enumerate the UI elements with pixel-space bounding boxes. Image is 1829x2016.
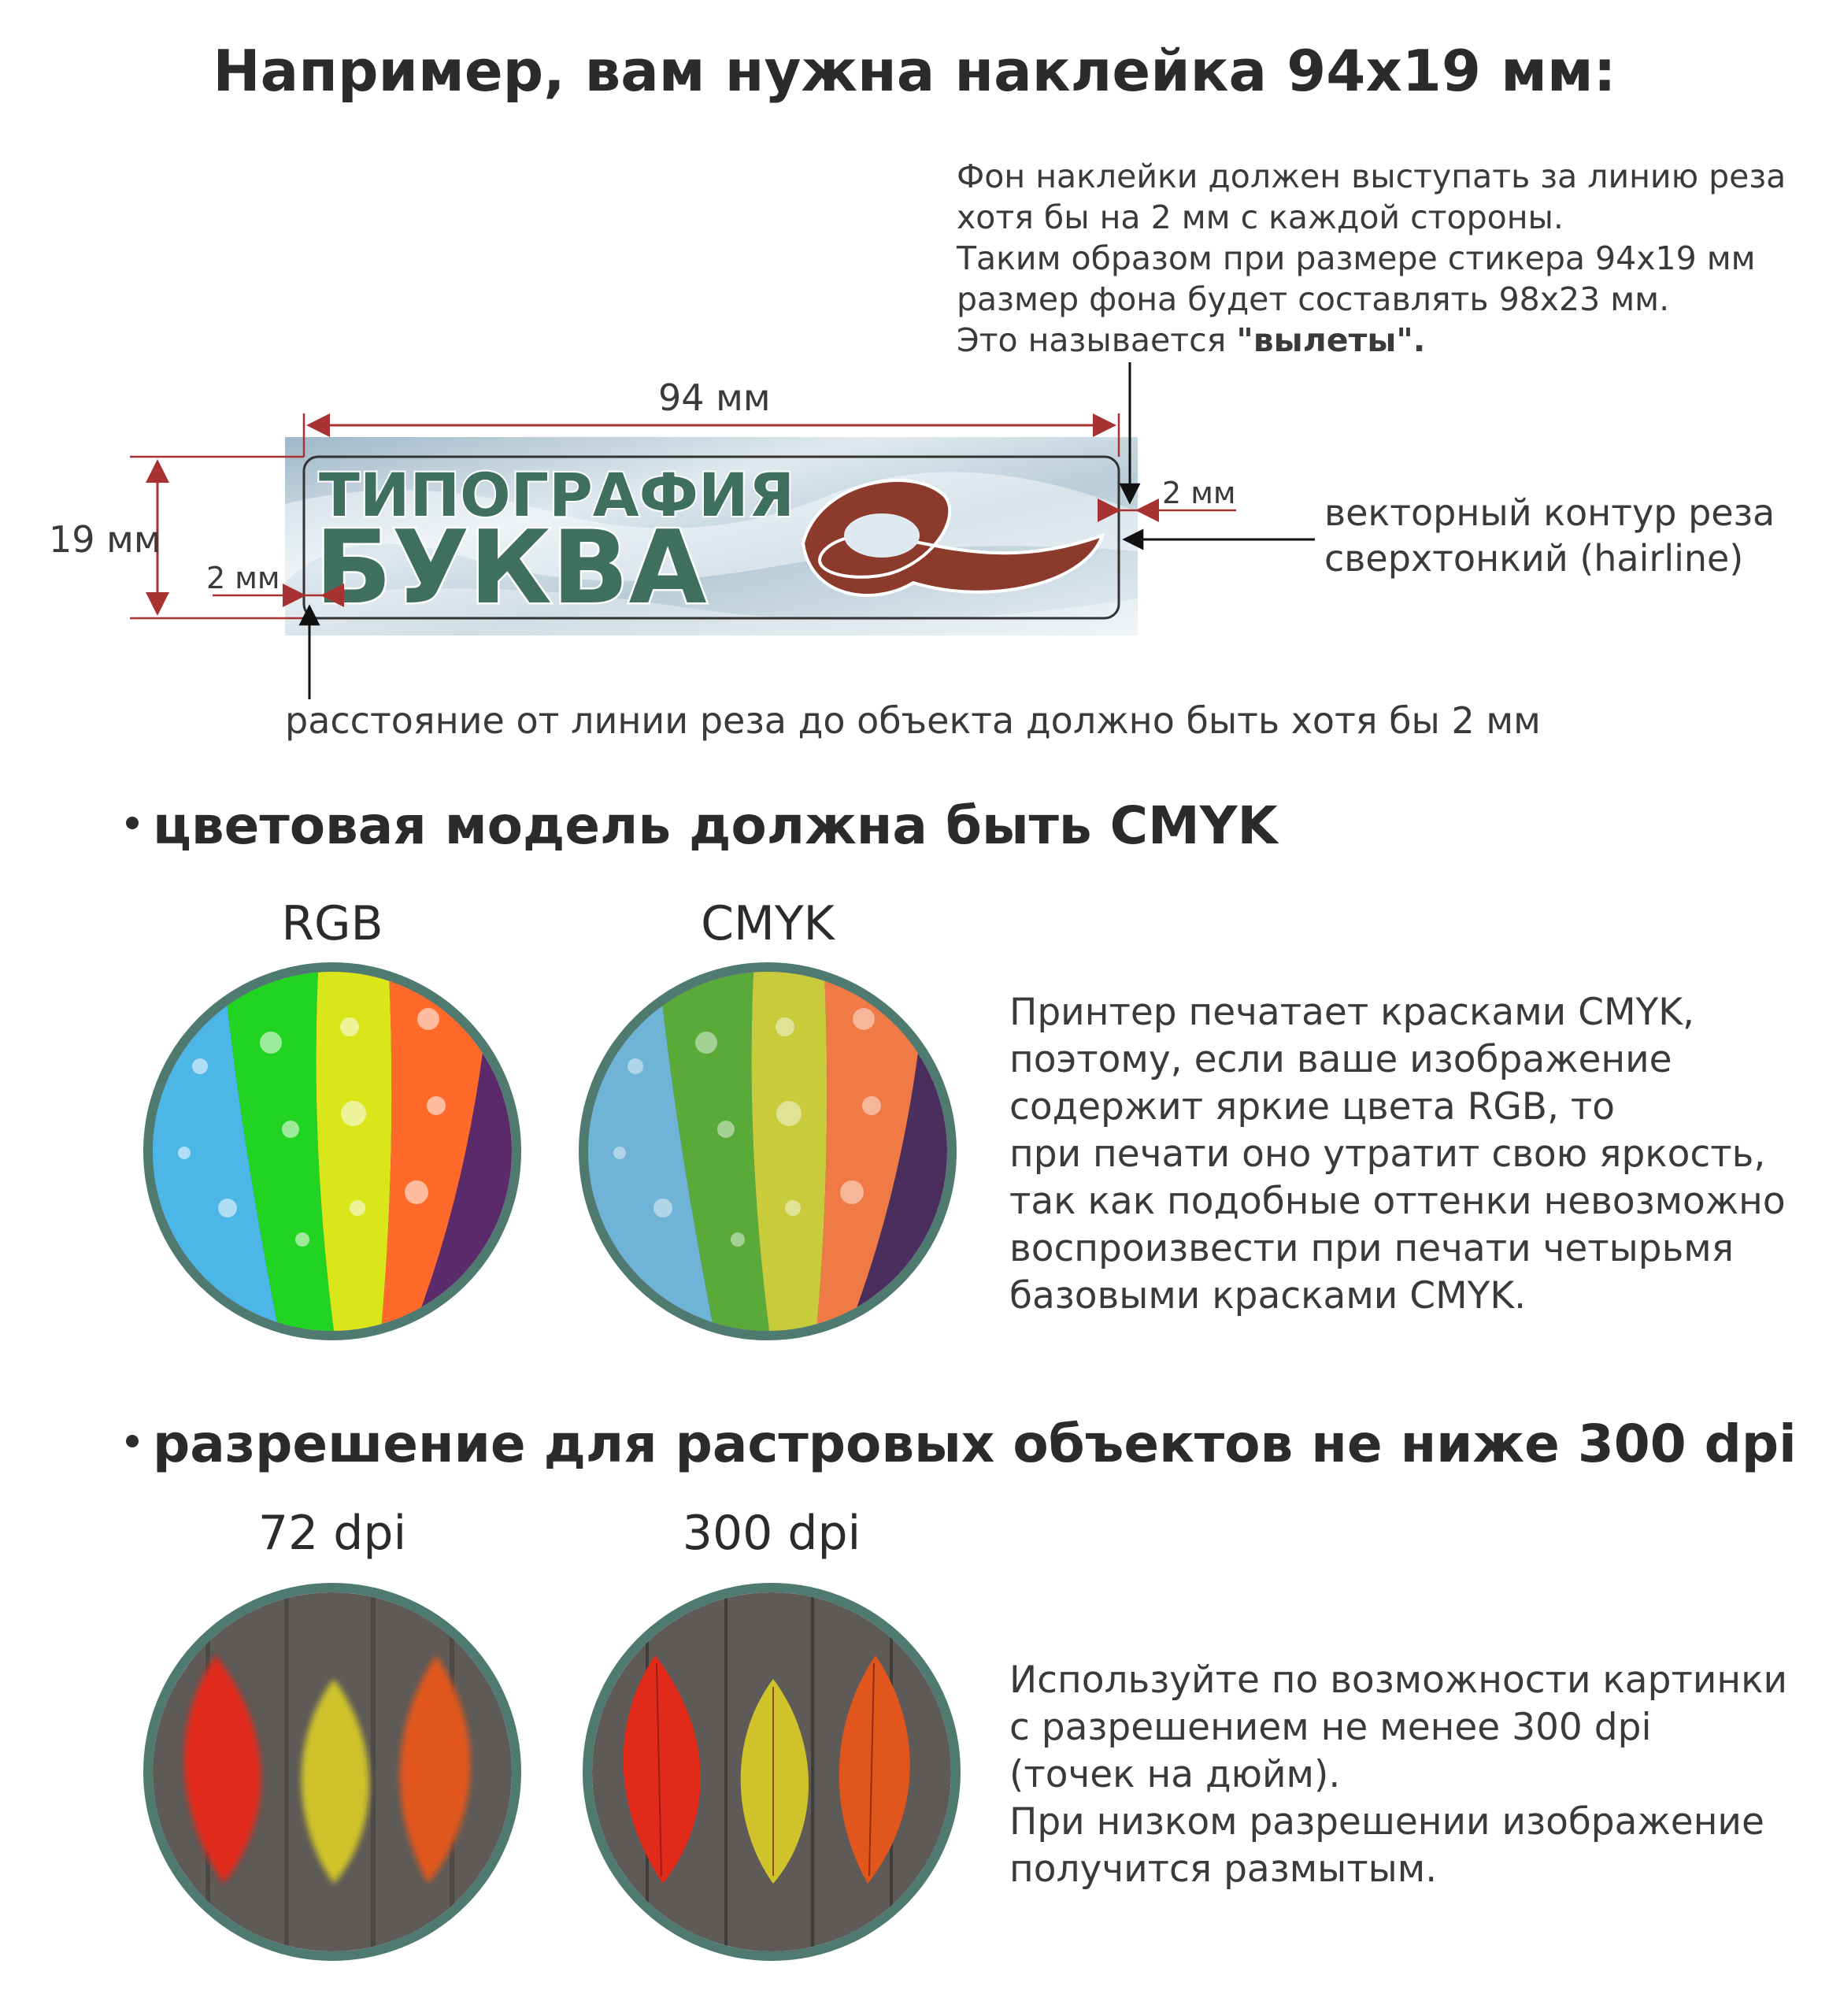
dpi-paragraph [1009, 1657, 1787, 1893]
dpi-heading-text: разрешение для растровых объектов не ниже 300 dpi [153, 1414, 1797, 1474]
paragraph-line: получится размытым. [1009, 1847, 1438, 1891]
safe-zone-note: расстояние от линии реза до объекта должно быть хотя бы 2 мм [285, 699, 1541, 742]
rgb-caption: RGB [281, 896, 383, 951]
bleed-note-line: Таким образом при размере стикера 94х19 мм [957, 239, 1756, 277]
bleed-note-line: хотя бы на 2 мм с каждой стороны. [957, 198, 1564, 236]
paragraph-line: так как подобные оттенки невозможно [1009, 1180, 1786, 1223]
height-label: 19 мм [49, 518, 161, 561]
cmyk-paragraph [1009, 989, 1786, 1320]
paragraph-line: поэтому, если ваше изображение [1009, 1038, 1672, 1081]
bullet-icon [126, 1435, 139, 1447]
bleed-note-line: размер фона будет составлять 98х23 мм. [957, 280, 1670, 318]
bleed-term: "вылеты". [1236, 321, 1426, 359]
cmyk-sample-image [579, 962, 957, 1340]
bleed-note-line: Фон наклейки должен выступать за линию реза [957, 158, 1786, 195]
cmyk-heading-text: цветовая модель должна быть CMYK [153, 795, 1278, 856]
paragraph-line: Принтер печатает красками CMYK, [1009, 991, 1694, 1034]
margin-right-label: 2 мм [1162, 476, 1236, 510]
paragraph-line: базовыми красками CMYK. [1009, 1274, 1527, 1317]
paragraph-line: содержит яркие цвета RGB, то [1009, 1085, 1616, 1128]
paragraph-line: При низком разрешении изображение [1009, 1800, 1764, 1844]
paragraph-line: при печати оно утратит свою яркость, [1009, 1132, 1766, 1176]
margin-left-label: 2 мм [206, 561, 280, 595]
dpi-heading [126, 1414, 1797, 1474]
page-title: Например, вам нужна наклейка 94х19 мм: [213, 38, 1616, 104]
paragraph-line: Используйте по возможности картинки [1009, 1658, 1788, 1702]
width-label: 94 мм [658, 376, 771, 419]
logo-top-text: ТИПОГРАФИЯ [319, 460, 795, 530]
low-dpi-caption: 72 dpi [257, 1506, 407, 1561]
paragraph-line: воспроизвести при печати четырьмя [1009, 1227, 1735, 1270]
paragraph-line: (точек на дюйм). [1009, 1753, 1341, 1796]
high-dpi-caption: 300 dpi [682, 1506, 861, 1561]
bleed-note-prefix: Это называется [957, 321, 1237, 359]
cmyk-caption: CMYK [701, 896, 835, 951]
low-dpi-sample-image [143, 1583, 521, 1961]
rgb-sample-image [143, 962, 521, 1340]
cmyk-heading [126, 795, 1278, 856]
high-dpi-sample-image [583, 1583, 961, 1961]
paragraph-line: с разрешением не менее 300 dpi [1009, 1706, 1652, 1749]
contour-note-line: векторный контур реза [1324, 491, 1775, 534]
contour-note [1324, 490, 1775, 581]
contour-note-line: сверхтонкий (hairline) [1324, 537, 1744, 580]
bullet-icon [126, 817, 139, 829]
bleed-note [957, 156, 1786, 361]
logo-bottom-text: БУКВА [315, 510, 707, 627]
